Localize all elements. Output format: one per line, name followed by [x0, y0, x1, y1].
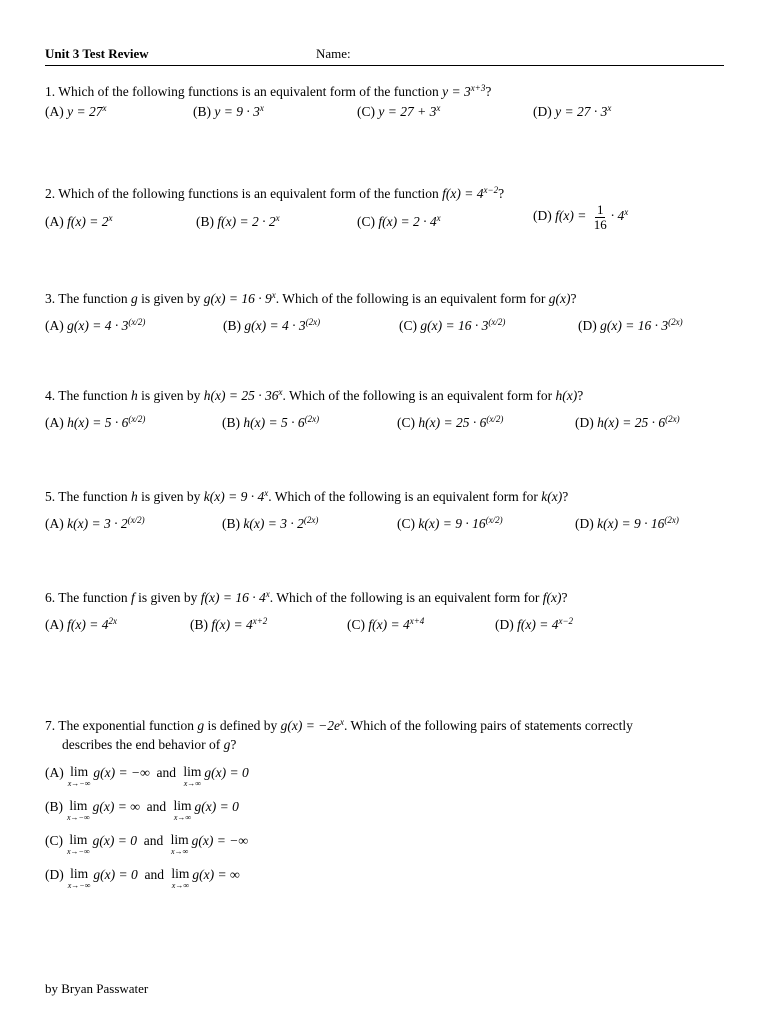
question-5-option-b[interactable]: (B) $k(x) = 3 \cdot 2^{(2x)}$ — [222, 515, 319, 531]
worksheet-title: Unit 3 Test Review — [45, 46, 149, 61]
question-7-option-b[interactable]: (B) lim x→−∞ g(x) = ∞ and lim x→∞ g(x) = 0 — [45, 798, 239, 822]
question-3-stem: 3. The function g is given by $g(x) = 16 \cdot 9^x$. Which of the following is an equivalent form for g(x)? — [45, 290, 577, 306]
question-6-option-d[interactable]: (D) $f(x) = 4^{x-2}$ — [495, 616, 574, 632]
question-2-option-a[interactable]: (A) $f(x) = 2^x$ — [45, 213, 113, 229]
question-4-option-d[interactable]: (D) $h(x) = 25 \cdot 6^{(2x)}$ — [575, 414, 680, 430]
limit-pos-infinity: lim x→∞ — [173, 798, 192, 822]
name-label: Name: — [316, 46, 351, 61]
question-7-option-a[interactable]: (A) lim x→−∞ g(x) = −∞ and lim x→∞ g(x) = 0 — [45, 764, 249, 788]
limit-pos-infinity: lim x→∞ — [170, 832, 189, 856]
question-2-option-d[interactable]: (D) f(x) = $\frac{1}{16}$ · $4^x$ — [533, 202, 629, 232]
limit-neg-infinity: lim x→−∞ — [67, 764, 91, 788]
question-1-option-a[interactable]: (A) $y = 27^x$ — [45, 103, 107, 119]
question-5-option-a[interactable]: (A) $k(x) = 3 \cdot 2^{(x/2)}$ — [45, 515, 145, 531]
question-6-option-b[interactable]: (B) $f(x) = 4^{x+2}$ — [190, 616, 268, 632]
question-6-stem: 6. The function f is given by $f(x) = 16 \cdot 4^x$. Which of the following is an equivalent form for f(x)? — [45, 589, 568, 605]
limit-neg-infinity: lim x→−∞ — [67, 866, 91, 890]
question-5-stem: 5. The function h is given by $k(x) = 9 \cdot 4^x$. Which of the following is an equivalent form for k(x)? — [45, 488, 569, 504]
fraction-one-sixteenth: $\frac{1}{16}$ — [593, 202, 607, 232]
question-6-option-c[interactable]: (C) $f(x) = 4^{x+4}$ — [347, 616, 425, 632]
question-6-option-a[interactable]: (A) $f(x) = 4^{2x}$ — [45, 616, 117, 632]
question-4-option-c[interactable]: (C) $h(x) = 25 \cdot 6^{(x/2)}$ — [397, 414, 504, 430]
question-7-stem: 7. The exponential function g is defined by $g(x) = -2e^x$. Which of the following pairs of statements correctly — [45, 717, 633, 733]
question-7-option-d[interactable]: (D) lim x→−∞ g(x) = 0 and lim x→∞ g(x) = ∞ — [45, 866, 240, 890]
limit-neg-infinity: lim x→−∞ — [67, 798, 90, 822]
header-rule — [45, 65, 724, 66]
question-5-option-d[interactable]: (D) $k(x) = 9 \cdot 16^{(2x)}$ — [575, 515, 679, 531]
question-7-option-c[interactable]: (C) lim x→−∞ g(x) = 0 and lim x→∞ g(x) = −∞ — [45, 832, 248, 856]
question-4-option-a[interactable]: (A) $h(x) = 5 \cdot 6^{(x/2)}$ — [45, 414, 146, 430]
question-2-option-c[interactable]: (C) $f(x) = 2 \cdot 4^x$ — [357, 213, 441, 229]
question-1-option-b[interactable]: (B) $y = 9 \cdot 3^x$ — [193, 103, 264, 119]
question-1-option-d[interactable]: (D) $y = 27 \cdot 3^x$ — [533, 103, 612, 119]
limit-pos-infinity: lim x→∞ — [171, 866, 190, 890]
question-3-option-c[interactable]: (C) $g(x) = 16 \cdot 3^{(x/2)}$ — [399, 317, 506, 333]
limit-neg-infinity: lim x→−∞ — [67, 832, 90, 856]
question-5-option-c[interactable]: (C) $k(x) = 9 \cdot 16^{(x/2)}$ — [397, 515, 503, 531]
limit-pos-infinity: lim x→∞ — [183, 764, 202, 788]
author-credit: by Bryan Passwater — [45, 981, 149, 996]
question-2-stem: 2. Which of the following functions is an equivalent form of the function $f(x) = 4^{x-2}$? — [45, 185, 505, 201]
question-3-option-d[interactable]: (D) $g(x) = 16 \cdot 3^{(2x)}$ — [578, 317, 683, 333]
question-4-stem: 4. The function h is given by $h(x) = 25 \cdot 36^x$. Which of the following is an equivalent form for h(x)? — [45, 387, 584, 403]
question-3-option-a[interactable]: (A) $g(x) = 4 \cdot 3^{(x/2)}$ — [45, 317, 146, 333]
question-4-option-b[interactable]: (B) $h(x) = 5 \cdot 6^{(2x)}$ — [222, 414, 320, 430]
question-1-stem: 1. Which of the following functions is an equivalent form of the function $y = 3^{x+3}$? — [45, 83, 492, 99]
question-7-stem-line-2: describes the end behavior of g? — [62, 737, 237, 752]
question-1-option-c[interactable]: (C) $y = 27 + 3^x$ — [357, 103, 441, 119]
question-3-option-b[interactable]: (B) $g(x) = 4 \cdot 3^{(2x)}$ — [223, 317, 321, 333]
question-2-option-b[interactable]: (B) $f(x) = 2 \cdot 2^x$ — [196, 213, 280, 229]
